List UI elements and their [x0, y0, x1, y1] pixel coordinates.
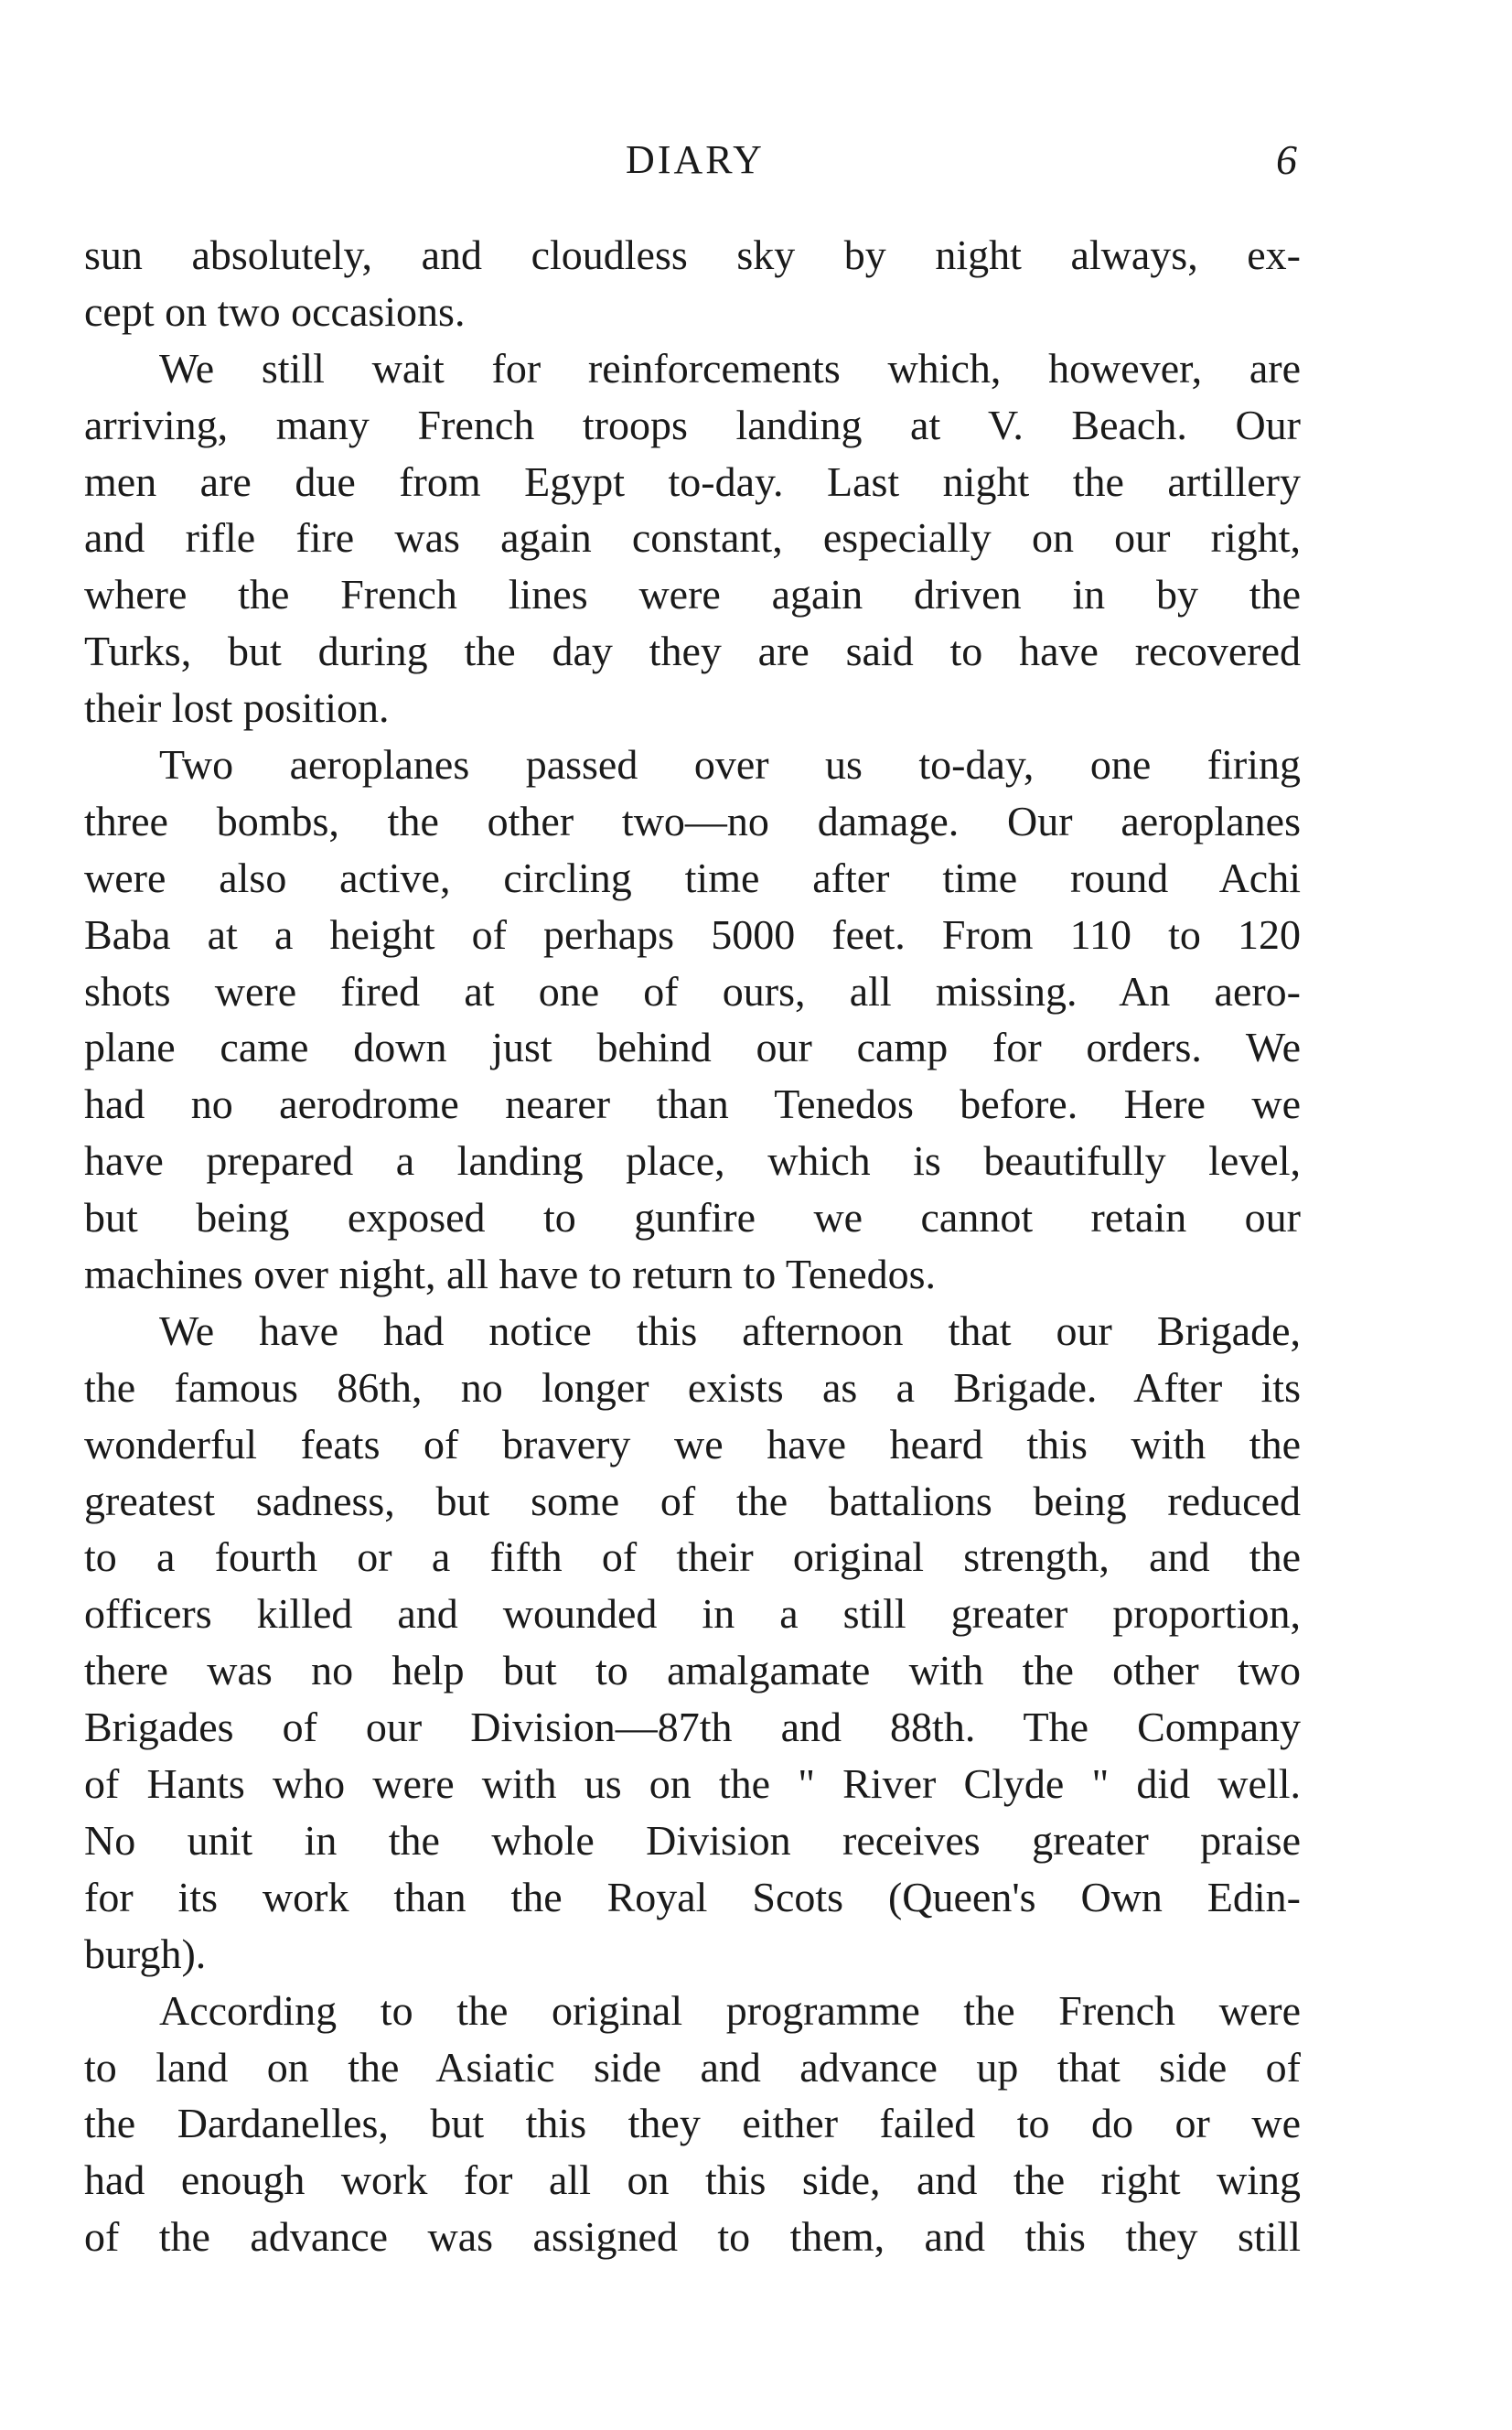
text-line: of the advance was assigned to them, and this they still: [84, 2213, 1301, 2261]
text-line: Brigades of our Division—87th and 88th. The Company: [84, 1704, 1301, 1751]
text-line: the famous 86th, no longer exists as a Brigade. After its: [84, 1363, 1301, 1411]
text-line: for its work than the Royal Scots (Queen's Own Edin-: [84, 1873, 1301, 1920]
text-line: Turks, but during the day they are said to have recovered: [84, 628, 1301, 675]
text-line: machines over night, all have to return to Tenedos.: [84, 1251, 937, 1298]
text-line: had no aerodrome nearer than Tenedos before. Here we: [84, 1081, 1301, 1128]
text-line: there was no help but to amalgamate with the other two: [84, 1647, 1301, 1694]
text-line: and rifle fire was again constant, especially on our right,: [84, 514, 1301, 562]
text-line: Baba at a height of perhaps 5000 feet. From 110 to 120: [84, 910, 1301, 958]
text-line: of Hants who were with us on the " River Clyde " did well.: [84, 1760, 1301, 1808]
text-line: Two aeroplanes passed over us to-day, one firing: [159, 741, 1301, 789]
text-line: plane came down just behind our camp for orders. We: [84, 1024, 1301, 1071]
text-line: had enough work for all on this side, and the right wing: [84, 2156, 1301, 2204]
text-line: cept on two occasions.: [84, 287, 466, 335]
page-number: 6: [1276, 136, 1297, 183]
body-text: [84, 227, 1301, 2265]
text-line: No unit in the whole Division receives greater praise: [84, 1816, 1301, 1864]
text-line: but being exposed to gunfire we cannot retain our: [84, 1194, 1301, 1242]
text-line: arriving, many French troops landing at V. Beach. Our: [84, 401, 1301, 448]
text-line: We still wait for reinforcements which, however, are: [159, 344, 1301, 392]
text-line: wonderful feats of bravery we have heard this with the: [84, 1420, 1301, 1468]
text-line: According to the original programme the French were: [159, 1986, 1301, 2034]
text-line: to land on the Asiatic side and advance up that side of: [84, 2043, 1301, 2091]
text-line: greatest sadness, but some of the battalions being reduced: [84, 1477, 1301, 1524]
text-line: We have had notice this afternoon that our Brigade,: [159, 1306, 1301, 1354]
running-head: [0, 128, 1512, 192]
text-line: sun absolutely, and cloudless sky by night always, ex-: [84, 231, 1301, 278]
text-line: men are due from Egypt to-day. Last night the artillery: [84, 457, 1301, 505]
running-title: DIARY: [626, 137, 765, 182]
text-line: the Dardanelles, but this they either failed to do or we: [84, 2100, 1301, 2147]
text-line: shots were fired at one of ours, all missing. An aero-: [84, 967, 1301, 1015]
text-line: burgh).: [84, 1930, 207, 1977]
text-line: their lost position.: [84, 684, 390, 732]
text-line: were also active, circling time after time round Achi: [84, 854, 1301, 901]
text-line: have prepared a landing place, which is beautifully level,: [84, 1137, 1301, 1185]
text-line: three bombs, the other two—no damage. Our aeroplanes: [84, 797, 1301, 844]
text-line: to a fourth or a fifth of their original strength, and the: [84, 1533, 1301, 1581]
text-line: officers killed and wounded in a still greater proportion,: [84, 1590, 1301, 1638]
text-line: where the French lines were again driven in by the: [84, 571, 1301, 618]
